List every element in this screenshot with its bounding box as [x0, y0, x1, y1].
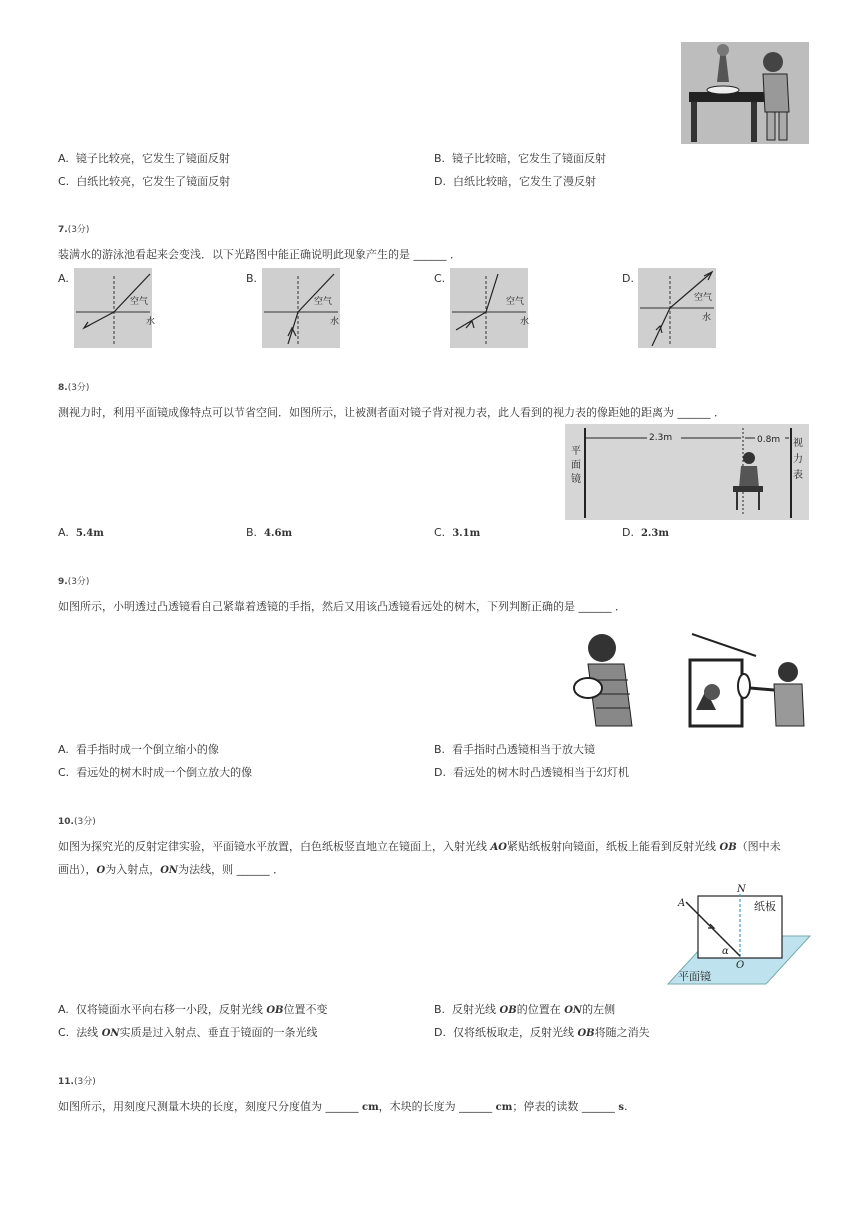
q6-experiment-photo: [681, 42, 809, 144]
q6-option-c[interactable]: C. 白纸比较亮，它发生了镜面反射: [58, 175, 231, 188]
q10-header: 10.(3分): [58, 817, 96, 827]
q8-header: 8.(3分): [58, 383, 90, 393]
q7-diagram-a[interactable]: [74, 268, 156, 348]
q10-reflection-figure: [666, 880, 812, 992]
q8-mirror-label-2: 面: [571, 460, 581, 471]
q7-diagram-b[interactable]: [262, 268, 340, 348]
q7-option-c-letter[interactable]: C.: [434, 272, 446, 285]
q7-c-air-label: 空气: [506, 297, 525, 307]
q10-option-d[interactable]: D. 仅将纸板取走，反射光线 OB将随之消失: [434, 1026, 650, 1039]
q7-option-b-letter[interactable]: B.: [246, 272, 258, 285]
q7-option-a-letter[interactable]: A.: [58, 272, 69, 285]
q8-option-a[interactable]: A. 5.4m: [58, 526, 104, 539]
q8-mirror-label-3: 镜: [571, 474, 581, 485]
q8-option-c[interactable]: C. 3.1m: [434, 526, 481, 539]
q8-option-b[interactable]: B. 4.6m: [246, 526, 293, 539]
q10-fig-a: A: [678, 898, 686, 909]
q6-option-a[interactable]: A. 镜子比较亮，它发生了镜面反射: [58, 152, 230, 165]
q10-option-b[interactable]: B. 反射光线 OB的位置在 ON的左侧: [434, 1003, 616, 1016]
q9-option-b[interactable]: B. 看手指时凸透镜相当于放大镜: [434, 743, 596, 756]
q7-b-air-label: 空气: [314, 297, 333, 307]
q10-option-a[interactable]: A. 仅将镜面水平向右移一小段，反射光线 OB位置不变: [58, 1003, 328, 1016]
q8-option-d[interactable]: D. 2.3m: [622, 526, 669, 539]
q8-d2-label: 0.8m: [757, 435, 781, 445]
q7-diagram-d[interactable]: [638, 268, 716, 348]
q7-d-water-label: 水: [702, 313, 712, 323]
q7-d-air-label: 空气: [694, 293, 713, 303]
q7-option-d-letter[interactable]: D.: [622, 272, 634, 285]
q7-c-water-label: 水: [520, 317, 530, 327]
q7-a-water-label: 水: [146, 317, 156, 327]
q10-fig-alpha: α: [722, 946, 729, 957]
q9-magnifier-figure: [566, 630, 812, 734]
q10-fig-board: 纸板: [754, 900, 776, 913]
q7-header: 7.(3分): [58, 225, 90, 235]
q8-mirror-label-1: 平: [571, 446, 581, 457]
q9-stem: 如图所示，小明透过凸透镜看自己紧靠着透镜的手指，然后又用该凸透镜看远处的树木，下列判断正确的是 ______ ．: [58, 600, 626, 613]
q7-stem: 装满水的游泳池看起来会变浅．以下光路图中能正确说明此现象产生的是 ______ ．: [58, 248, 461, 261]
q10-stem-line1: 如图为探究光的反射定律实验，平面镜水平放置，白色纸板竖直地立在镜面上，入射光线 AO紧贴纸板射向镜面，纸板上能看到反射光线 OB（图中未: [58, 840, 781, 853]
q10-fig-mirror: 平面镜: [678, 970, 711, 983]
q9-option-c[interactable]: C. 看远处的树木时成一个倒立放大的像: [58, 766, 253, 779]
q6-option-d[interactable]: D. 白纸比较暗，它发生了漫反射: [434, 175, 596, 188]
q8-d1-label: 2.3m: [649, 433, 673, 443]
q8-chart-label-3: 表: [793, 470, 803, 481]
q10-option-c[interactable]: C. 法线 ON实质是过入射点、垂直于镜面的一条光线: [58, 1026, 318, 1039]
q8-stem: 测视力时，利用平面镜成像特点可以节省空间．如图所示，让被测者面对镜子背对视力表，此人看到的视力表的像距她的距离为 ______ ．: [58, 406, 725, 419]
q9-header: 9.(3分): [58, 577, 90, 587]
q11-stem: 如图所示，用刻度尺测量木块的长度，刻度尺分度值为 ______ cm，木块的长度为 ______ cm；停表的读数 ______ s.: [58, 1100, 628, 1113]
q7-a-air-label: 空气: [130, 297, 149, 307]
q10-fig-n: N: [737, 884, 746, 895]
q9-option-d[interactable]: D. 看远处的树木时凸透镜相当于幻灯机: [434, 766, 629, 779]
q10-stem-line2: 画出），O为入射点，ON为法线，则 ______ ．: [58, 863, 285, 876]
q8-eye-test-figure: [565, 424, 809, 520]
q9-option-a[interactable]: A. 看手指时成一个倒立缩小的像: [58, 743, 219, 756]
q10-fig-o: O: [736, 960, 745, 971]
q6-option-b[interactable]: B. 镜子比较暗，它发生了镜面反射: [434, 152, 607, 165]
q8-chart-label-1: 视: [793, 438, 803, 449]
q7-b-water-label: 水: [330, 317, 340, 327]
q8-chart-label-2: 力: [793, 454, 803, 465]
q7-diagram-c[interactable]: [450, 268, 528, 348]
q11-header: 11.(3分): [58, 1077, 96, 1087]
